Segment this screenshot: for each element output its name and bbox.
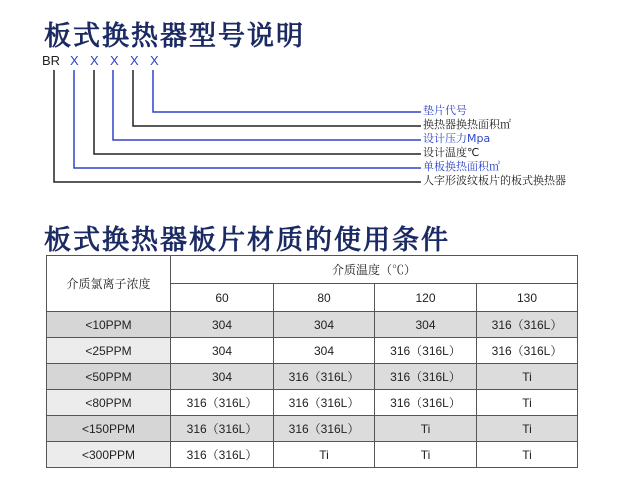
temperature-group-header: 介质温度（℃）: [171, 256, 578, 284]
table-header-row: [47, 256, 578, 284]
code-placeholder-5: X: [150, 53, 159, 68]
concentration-cell: <10PPM: [47, 312, 171, 338]
material-cell: 304: [375, 312, 477, 338]
code-placeholder-3: X: [110, 53, 119, 68]
temperature-header-60: 60: [171, 284, 274, 312]
material-cell: 304: [171, 364, 274, 390]
material-cell: 316（316L）: [477, 312, 578, 338]
material-cell: Ti: [477, 416, 578, 442]
material-cell: 316（316L）: [274, 416, 375, 442]
code-prefix: BR: [42, 53, 61, 68]
model-description-title: 板式换热器型号说明: [44, 21, 305, 52]
material-cell: Ti: [477, 364, 578, 390]
material-cell: 316（316L）: [375, 390, 477, 416]
concentration-header: 介质氯离子浓度: [47, 256, 171, 312]
material-conditions-title: 板式换热器板片材质的使用条件: [44, 225, 450, 256]
concentration-cell: <50PPM: [47, 364, 171, 390]
material-cell: 316（316L）: [171, 416, 274, 442]
material-cell: 304: [171, 312, 274, 338]
table-row: [47, 416, 578, 442]
material-cell: 316（316L）: [375, 338, 477, 364]
material-cell: 316（316L）: [274, 364, 375, 390]
label-design-pressure: 设计压力Mpa: [423, 132, 491, 145]
temperature-header-130: 130: [477, 284, 578, 312]
concentration-cell: <150PPM: [47, 416, 171, 442]
material-cell: 316（316L）: [274, 390, 375, 416]
material-cell: Ti: [477, 442, 578, 468]
material-table: [46, 255, 578, 468]
label-plate-type: 人字形波纹板片的板式换热器: [423, 174, 566, 187]
concentration-cell: <25PPM: [47, 338, 171, 364]
connector-total-area: [133, 70, 421, 126]
table-row: [47, 338, 578, 364]
code-placeholder-1: X: [70, 53, 79, 68]
code-placeholder-2: X: [90, 53, 99, 68]
material-cell: Ti: [375, 416, 477, 442]
table-row: [47, 390, 578, 416]
connector-gasket-code: [153, 70, 421, 112]
concentration-cell: <300PPM: [47, 442, 171, 468]
material-cell: Ti: [477, 390, 578, 416]
table-row: [47, 442, 578, 468]
label-total-area: 换热器换热面积㎡: [423, 118, 511, 131]
material-cell: 316（316L）: [477, 338, 578, 364]
material-cell: 316（316L）: [375, 364, 477, 390]
label-single-plate-area: 单板换热面积㎡: [423, 160, 500, 173]
material-cell: 304: [274, 338, 375, 364]
material-cell: 304: [274, 312, 375, 338]
temperature-header-80: 80: [274, 284, 375, 312]
material-cell: 316（316L）: [171, 442, 274, 468]
code-connector-diagram: [0, 0, 621, 200]
material-cell: 316（316L）: [171, 390, 274, 416]
code-placeholder-4: X: [130, 53, 139, 68]
temperature-header-120: 120: [375, 284, 477, 312]
table-row: [47, 312, 578, 338]
concentration-cell: <80PPM: [47, 390, 171, 416]
material-cell: 304: [171, 338, 274, 364]
material-cell: Ti: [274, 442, 375, 468]
label-design-temperature: 设计温度℃: [423, 146, 480, 159]
label-gasket-code: 垫片代号: [423, 104, 467, 117]
connector-design-pressure: [113, 70, 421, 140]
table-row: [47, 364, 578, 390]
material-cell: Ti: [375, 442, 477, 468]
